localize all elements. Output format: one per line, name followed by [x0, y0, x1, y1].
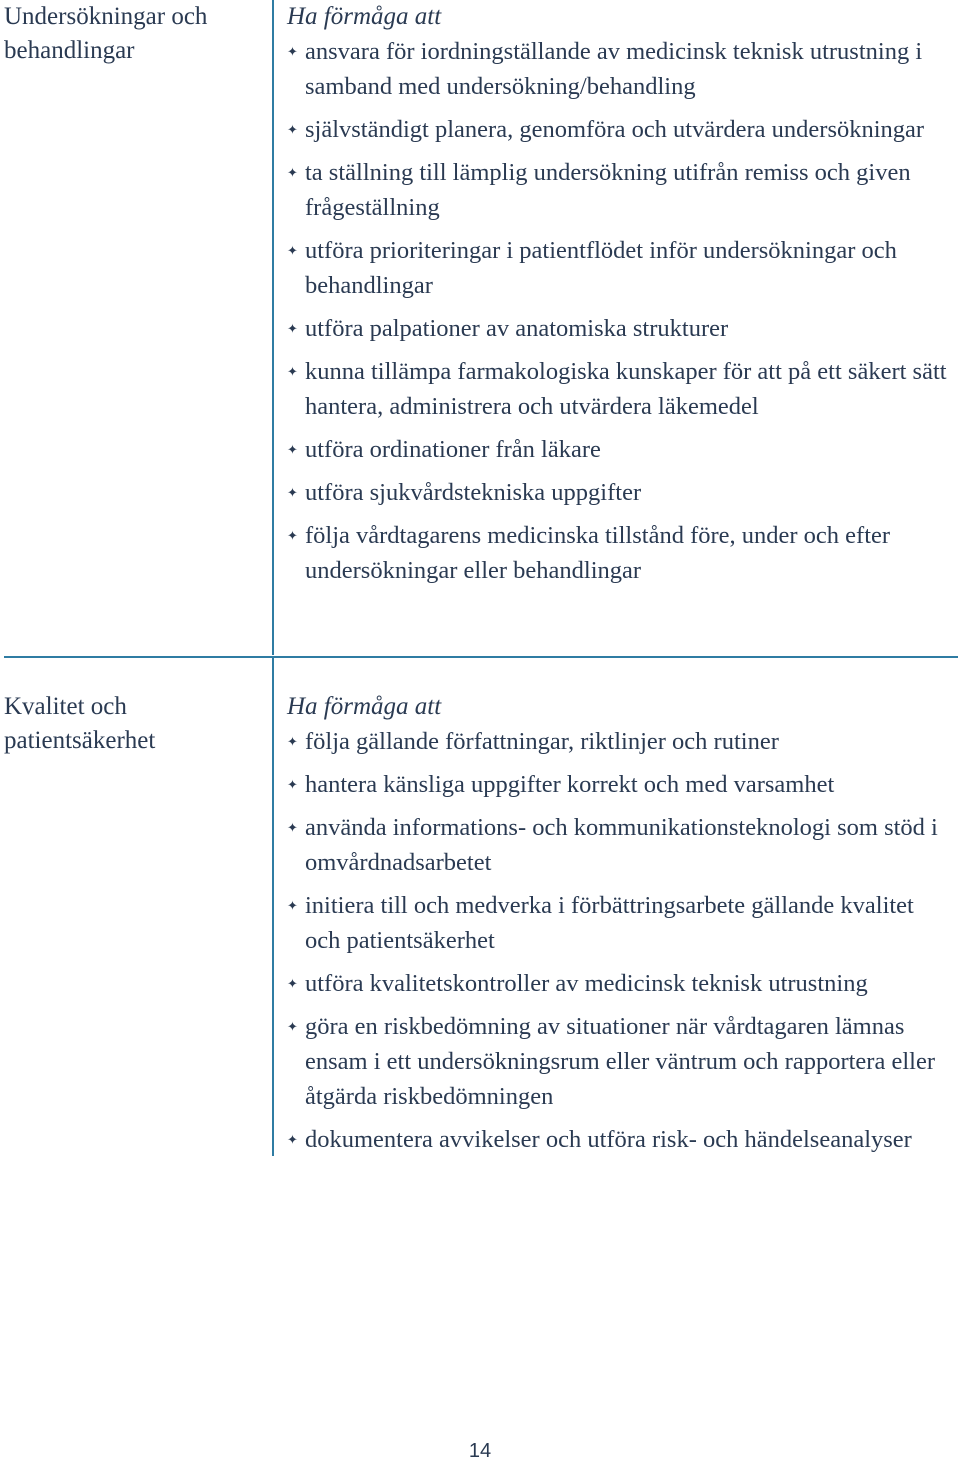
column-divider [272, 658, 274, 1156]
list-item-text: utföra kvalitetskontroller av medicinsk teknisk utrustning [305, 970, 868, 997]
list-item-text: dokumentera avvikelser och utföra risk- och händelseanalyser [305, 1126, 912, 1153]
list-item [287, 518, 955, 588]
bullet-icon: ✦ [287, 1132, 298, 1147]
bullet-icon: ✦ [287, 364, 298, 379]
list-item-text: utföra sjukvårdstekniska uppgifter [305, 479, 642, 506]
list-item-text: initiera till och medverka i förbättringsarbete gällande kvalitet och patientsäkerhet [305, 892, 914, 954]
page-number: 14 [468, 1440, 492, 1462]
list-item-text: utföra palpationer av anatomiska strukturer [305, 315, 729, 342]
bullet-icon: ✦ [287, 485, 298, 500]
list-item-text: självständigt planera, genomföra och utvärdera undersökningar [305, 116, 925, 143]
list-item [287, 1122, 955, 1157]
competence-list [287, 724, 955, 1157]
bullet-icon: ✦ [287, 1019, 298, 1034]
list-item-text: utföra prioriteringar i patientflödet inför undersökningar och behandlingar [305, 237, 897, 299]
list-item [287, 810, 955, 880]
section-divider [4, 656, 958, 658]
section-kvalitet [0, 690, 960, 1160]
bullet-icon: ✦ [287, 321, 298, 336]
bullet-icon: ✦ [287, 442, 298, 457]
bullet-icon: ✦ [287, 777, 298, 792]
bullet-icon: ✦ [287, 820, 298, 835]
list-item-text: kunna tillämpa farmakologiska kunskaper för att på ett säkert sätt hantera, administrera och utvärdera läkemedel [305, 358, 947, 420]
bullet-icon: ✦ [287, 122, 298, 137]
list-item [287, 888, 955, 958]
list-item-text: följa gällande författningar, riktlinjer och rutiner [305, 728, 779, 755]
section-heading: Ha förmåga att [287, 693, 442, 720]
list-item-text: utföra ordinationer från läkare [305, 436, 601, 463]
list-item [287, 233, 955, 303]
competence-list [287, 34, 955, 588]
bullet-icon: ✦ [287, 734, 298, 749]
list-item [287, 155, 955, 225]
list-item [287, 767, 955, 802]
list-item-text: använda informations- och kommunikationsteknologi som stöd i omvårdnadsarbetet [305, 814, 938, 876]
list-item-text: göra en riskbedömning av situationer när vårdtagaren lämnas ensam i ett undersökningsrum eller väntrum och rapportera eller åtgärda riskbedömningen [305, 1013, 935, 1110]
bullet-icon: ✦ [287, 976, 298, 991]
section-undersokningar [0, 0, 960, 655]
section-content [287, 690, 955, 1165]
list-item [287, 966, 955, 1001]
bullet-icon: ✦ [287, 44, 298, 59]
bullet-icon: ✦ [287, 165, 298, 180]
section-heading: Ha förmåga att [287, 3, 442, 30]
list-item [287, 475, 955, 510]
section-label: Kvalitet och patientsäkerhet [4, 693, 156, 754]
list-item [287, 311, 955, 346]
section-content [287, 0, 955, 596]
list-item-text: ansvara för iordningställande av medicinsk teknisk utrustning i samband med undersökning/behandling [305, 38, 923, 100]
bullet-icon: ✦ [287, 528, 298, 543]
list-item-text: hantera känsliga uppgifter korrekt och med varsamhet [305, 771, 835, 798]
list-item [287, 34, 955, 104]
column-divider [272, 0, 274, 655]
list-item [287, 1009, 955, 1114]
list-item-text: följa vårdtagarens medicinska tillstånd före, under och efter undersökningar eller behandlingar [305, 522, 891, 584]
list-item [287, 112, 955, 147]
bullet-icon: ✦ [287, 243, 298, 258]
list-item-text: ta ställning till lämplig undersökning utifrån remiss och given frågeställning [305, 159, 911, 221]
section-label: Undersökningar och behandlingar [4, 3, 208, 64]
list-item [287, 724, 955, 759]
bullet-icon: ✦ [287, 898, 298, 913]
list-item [287, 432, 955, 467]
list-item [287, 354, 955, 424]
